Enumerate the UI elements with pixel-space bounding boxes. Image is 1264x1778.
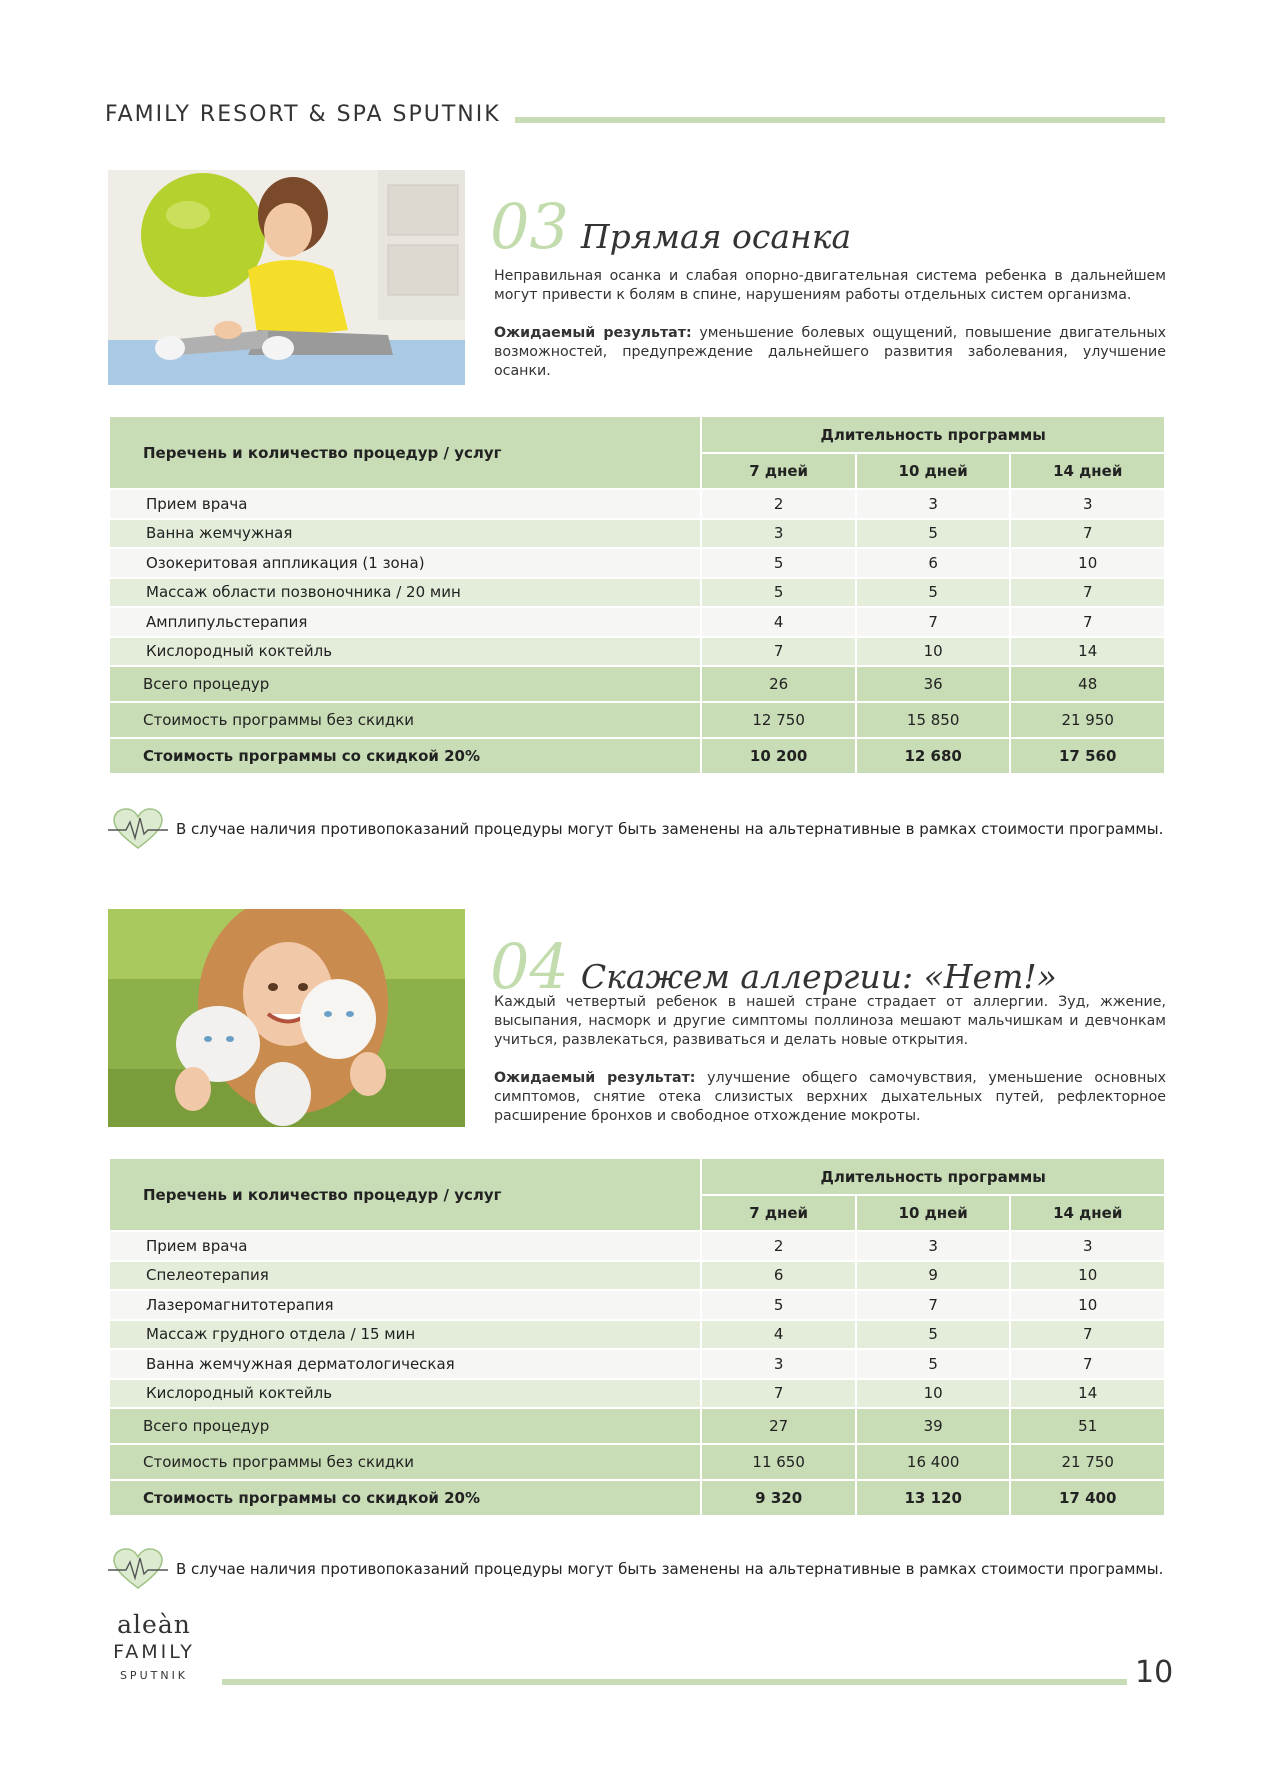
table-row — [109, 1231, 1165, 1261]
logo-family-text: FAMILY — [113, 1641, 195, 1663]
duration-col-10: 10 дней — [856, 453, 1011, 489]
procedure-count: 10 — [1010, 548, 1165, 578]
total-label: Всего процедур — [109, 666, 701, 702]
alean-family-logo — [104, 1610, 204, 1682]
procedure-count: 5 — [701, 578, 856, 608]
duration-col-14: 14 дней — [1010, 1195, 1165, 1231]
duration-header: Длительность программы — [701, 416, 1165, 453]
procedure-count: 7 — [1010, 578, 1165, 608]
price-label: Стоимость программы без скидки — [109, 702, 701, 738]
duration-col-10: 10 дней — [856, 1195, 1011, 1231]
total-value: 26 — [701, 666, 856, 702]
procedure-count: 6 — [856, 548, 1011, 578]
total-row — [109, 666, 1165, 702]
procedure-count: 7 — [701, 637, 856, 667]
duration-header: Длительность программы — [701, 1158, 1165, 1195]
procedure-count: 10 — [856, 1379, 1011, 1409]
footer-divider — [222, 1679, 1127, 1685]
contraindication-note — [108, 1546, 1163, 1592]
procedure-count: 10 — [1010, 1261, 1165, 1291]
program-description: Неправильная осанка и слабая опорно-двигательная система ребенка в дальнейшем могут привести к болям в спине, нарушениям работы отдельных систем организма. — [494, 268, 1166, 303]
procedure-name: Массаж области позвоночника / 20 мин — [109, 578, 701, 608]
discount-value: 10 200 — [701, 738, 856, 774]
procedure-count: 4 — [701, 607, 856, 637]
procedure-count: 3 — [1010, 489, 1165, 519]
price-value: 15 850 — [856, 702, 1011, 738]
procedure-name: Прием врача — [109, 489, 701, 519]
price-value: 16 400 — [856, 1444, 1011, 1480]
procedure-count: 7 — [1010, 1349, 1165, 1379]
program-heading — [490, 930, 1057, 1003]
procedure-name: Озокеритовая аппликация (1 зона) — [109, 548, 701, 578]
procedure-count: 3 — [701, 1349, 856, 1379]
table-row — [109, 1290, 1165, 1320]
total-value: 51 — [1010, 1408, 1165, 1444]
procedure-count: 14 — [1010, 637, 1165, 667]
result-label: Ожидаемый результат: — [494, 325, 692, 341]
procedure-count: 5 — [856, 519, 1011, 549]
total-row — [109, 1408, 1165, 1444]
table-row — [109, 637, 1165, 667]
program-photo-girl-kittens — [108, 909, 465, 1127]
program-number: 04 — [490, 930, 569, 1003]
program-description-block — [494, 993, 1166, 1126]
table-row — [109, 1379, 1165, 1409]
program-description: Каждый четвертый ребенок в нашей стране страдает от аллергии. Зуд, жжение, высыпания, насморк и другие симптомы поллиноза мешают мальчишкам и девчонкам учиться, развлекаться, развиваться и делать новые открытия. — [494, 994, 1166, 1048]
procedure-name: Спелеотерапия — [109, 1261, 701, 1291]
header-divider — [515, 117, 1165, 123]
price-label: Стоимость программы без скидки — [109, 1444, 701, 1480]
procedure-name: Кислородный коктейль — [109, 637, 701, 667]
procedure-name: Амплипульстерапия — [109, 607, 701, 637]
procedure-count: 5 — [856, 1320, 1011, 1350]
program-title: Скажем аллергии: «Нет!» — [580, 957, 1057, 996]
total-value: 48 — [1010, 666, 1165, 702]
procedure-count: 7 — [1010, 1320, 1165, 1350]
procedure-name: Лазеромагнитотерапия — [109, 1290, 701, 1320]
price-row — [109, 702, 1165, 738]
procedure-count: 10 — [856, 637, 1011, 667]
duration-col-7: 7 дней — [701, 453, 856, 489]
duration-col-7: 7 дней — [701, 1195, 856, 1231]
price-row — [109, 1444, 1165, 1480]
note-text: В случае наличия противопоказаний процедуры могут быть заменены на альтернативные в рамках стоимости программы. — [176, 820, 1164, 838]
procedure-count: 10 — [1010, 1290, 1165, 1320]
discount-label: Стоимость программы со скидкой 20% — [109, 1480, 701, 1516]
procedure-name: Ванна жемчужная — [109, 519, 701, 549]
procedure-count: 4 — [701, 1320, 856, 1350]
procedure-count: 7 — [701, 1379, 856, 1409]
duration-col-14: 14 дней — [1010, 453, 1165, 489]
discount-price-row — [109, 1480, 1165, 1516]
program-photo-girl-stretching — [108, 170, 465, 385]
result-text: улучшение общего самочувствия, уменьшение основных симптомов, снятие отека слизистых верхних дыхательных путей, рефлекторное расширение бронхов и свободное отхождение мокроты. — [494, 1070, 1167, 1124]
price-value: 11 650 — [701, 1444, 856, 1480]
heart-pulse-icon — [108, 806, 168, 852]
discount-price-row — [109, 738, 1165, 774]
table-row — [109, 519, 1165, 549]
procedure-count: 5 — [856, 1349, 1011, 1379]
procedure-count: 6 — [701, 1261, 856, 1291]
procedure-count: 5 — [856, 578, 1011, 608]
procedure-name: Кислородный коктейль — [109, 1379, 701, 1409]
table-row — [109, 548, 1165, 578]
procedure-count: 3 — [1010, 1231, 1165, 1261]
table-row — [109, 578, 1165, 608]
heart-pulse-icon — [108, 1546, 168, 1592]
procedure-count: 3 — [701, 519, 856, 549]
procedure-count: 3 — [856, 489, 1011, 519]
table-row — [109, 1349, 1165, 1379]
discount-value: 12 680 — [856, 738, 1011, 774]
program-description-block — [494, 267, 1166, 381]
procedure-count: 2 — [701, 1231, 856, 1261]
table-row — [109, 489, 1165, 519]
procedure-count: 9 — [856, 1261, 1011, 1291]
logo-alean-text: aleàn — [117, 1610, 191, 1639]
total-label: Всего процедур — [109, 1408, 701, 1444]
procedure-count: 7 — [1010, 519, 1165, 549]
procedure-count: 7 — [1010, 607, 1165, 637]
price-value: 21 950 — [1010, 702, 1165, 738]
page-header-title: FAMILY RESORT & SPA SPUTNIK — [105, 102, 501, 127]
discount-value: 17 560 — [1010, 738, 1165, 774]
total-value: 39 — [856, 1408, 1011, 1444]
program-title: Прямая осанка — [580, 217, 852, 256]
program-number: 03 — [490, 190, 569, 263]
procedure-count: 7 — [856, 1290, 1011, 1320]
procedure-count: 7 — [856, 607, 1011, 637]
discount-value: 17 400 — [1010, 1480, 1165, 1516]
program-expected-result — [494, 1069, 1166, 1126]
program-heading — [490, 190, 852, 263]
total-value: 36 — [856, 666, 1011, 702]
procedure-name: Ванна жемчужная дерматологическая — [109, 1349, 701, 1379]
logo-sputnik-text: SPUTNIK — [119, 1669, 189, 1682]
services-header: Перечень и количество процедур / услуг — [109, 1158, 701, 1231]
procedure-name: Прием врача — [109, 1231, 701, 1261]
procedures-table — [108, 415, 1166, 775]
page-number: 10 — [1135, 1655, 1174, 1690]
discount-label: Стоимость программы со скидкой 20% — [109, 738, 701, 774]
procedure-count: 3 — [856, 1231, 1011, 1261]
table-row — [109, 607, 1165, 637]
note-text: В случае наличия противопоказаний процедуры могут быть заменены на альтернативные в рамках стоимости программы. — [176, 1560, 1164, 1578]
program-expected-result — [494, 324, 1166, 381]
total-value: 27 — [701, 1408, 856, 1444]
contraindication-note — [108, 806, 1163, 852]
table-row — [109, 1261, 1165, 1291]
discount-value: 9 320 — [701, 1480, 856, 1516]
procedure-name: Массаж грудного отдела / 15 мин — [109, 1320, 701, 1350]
procedure-count: 14 — [1010, 1379, 1165, 1409]
procedure-count: 5 — [701, 1290, 856, 1320]
discount-value: 13 120 — [856, 1480, 1011, 1516]
result-text: уменьшение болевых ощущений, повышение двигательных возможностей, предупреждение дальнейшего развития заболевания, улучшение осанки. — [494, 325, 1166, 379]
procedures-table — [108, 1157, 1166, 1517]
result-label: Ожидаемый результат: — [494, 1070, 696, 1086]
price-value: 12 750 — [701, 702, 856, 738]
price-value: 21 750 — [1010, 1444, 1165, 1480]
table-row — [109, 1320, 1165, 1350]
services-header: Перечень и количество процедур / услуг — [109, 416, 701, 489]
procedure-count: 2 — [701, 489, 856, 519]
procedure-count: 5 — [701, 548, 856, 578]
